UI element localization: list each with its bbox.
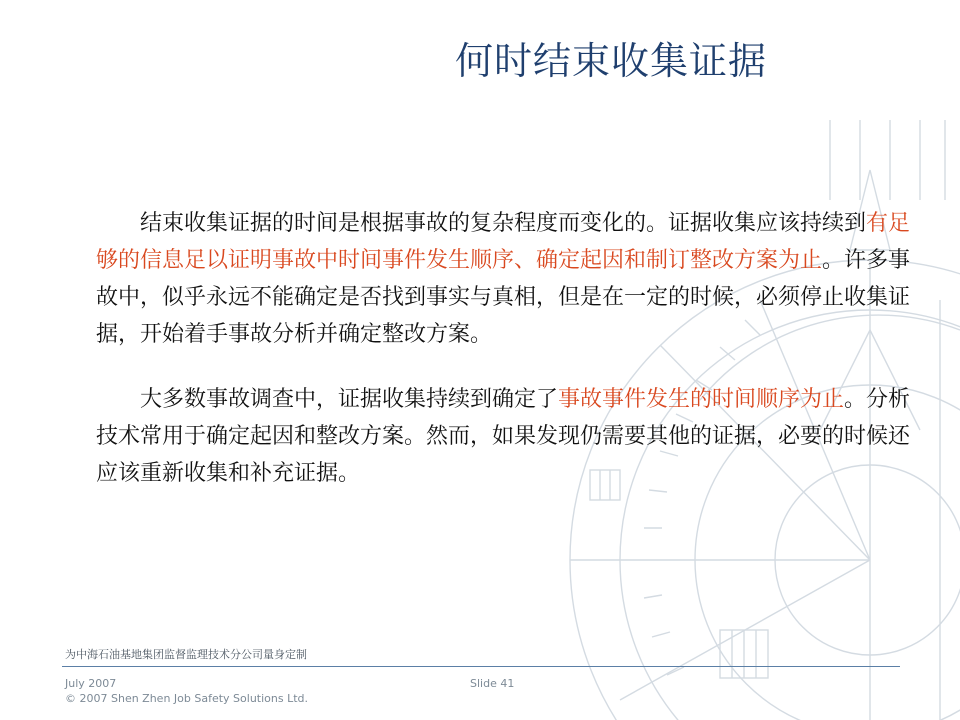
paragraph-2-text-end: 。分析技术常用于确定起因和整改方案。然而，如果发现仍需要其他的证据，必要的时候还应该重新收集和补充证据。 bbox=[96, 387, 911, 486]
slide-body bbox=[96, 205, 911, 492]
paragraph-2-highlight: 事故事件发生的时间顺序为止 bbox=[558, 387, 845, 412]
paragraph-2 bbox=[96, 381, 911, 492]
slide-number: Slide 41 bbox=[470, 677, 515, 690]
slide-title: 何时结束收集证据 bbox=[455, 39, 768, 83]
footer-copyright: © 2007 Shen Zhen Job Safety Solutions Ltd. bbox=[65, 692, 309, 705]
paragraph-1-text-end: 。许多事故中，似乎永远不能确定是否找到事实与真相，但是在一定的时候，必须停止收集证据，开始着手事故分析并确定整改方案。 bbox=[96, 248, 911, 347]
footer-date: July 2007 bbox=[65, 677, 117, 690]
footer-divider bbox=[62, 666, 900, 667]
footer-note: 为中海石油基地集团监督监理技术分公司量身定制 bbox=[65, 648, 307, 661]
paragraph-1-highlight: 有足够的信息足以证明事故中时间事件发生顺序、确定起因和制订整改方案为止 bbox=[96, 211, 911, 273]
paragraph-2-text: 大多数事故调查中，证据收集持续到确定了 bbox=[140, 387, 559, 412]
paragraph-1-text: 结束收集证据的时间是根据事故的复杂程度而变化的。证据收集应该持续到 bbox=[140, 211, 867, 236]
paragraph-1 bbox=[96, 205, 911, 353]
